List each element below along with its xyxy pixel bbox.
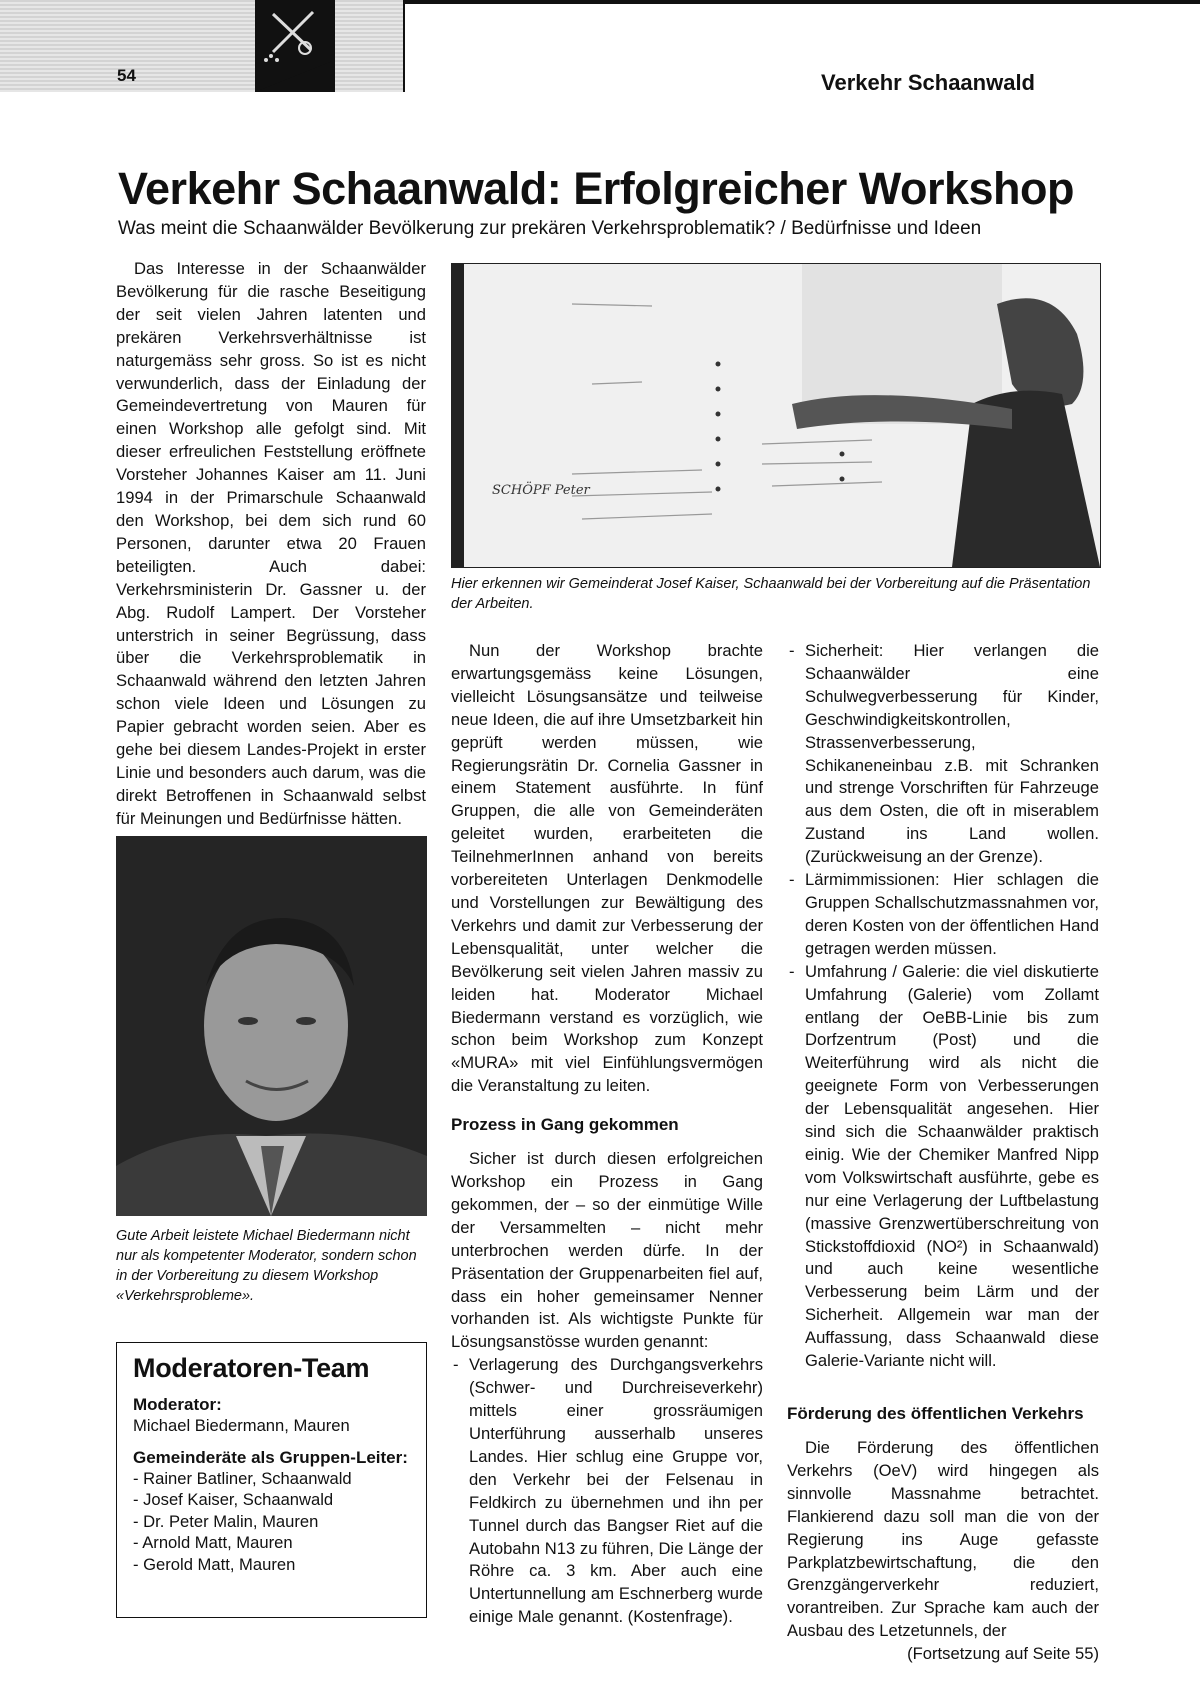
box-title: Moderatoren-Team [133,1353,370,1383]
list-item: - Lärmimmissionen: Hier schlagen die Gruppen Schallschutzmassnahmen vor, deren Kosten von der öffentlichen Hand getragen werden müssen. [787,869,1099,961]
page-number: 54 [117,66,136,85]
subheading-prozess: Prozess in Gang gekommen [451,1115,679,1135]
article-title: Verkehr Schaanwald: Erfolgreicher Workshop [118,163,1074,214]
list-item: - Sicherheit: Hier verlangen die Schaanwälder eine Schulwegverbesserung für Kinder, Geschwindigkeitskontrollen, Strassenverbesserung, Schikaneneinbau z.B. mit Schranken und strenge Vorschriften für Fahrzeuge aus dem Osten, die oft in miserablem Zustand ins Land wollen. (Zurückweisung an der Grenze). [787,640,1099,869]
header-stripe [15,0,81,92]
list-item: - Umfahrung / Galerie: die viel diskutierte Umfahrung (Galerie) vom Zollamt entlang der OeBB-Linie bis zum Dorfzentrum (Post) und die Weiterführung wird als nicht die geeignete Form von Verbesserungen der Lebensqualität angesehen. Hier sind sich die Schaanwälder praktisch einig. Wie der Chemiker Manfred Nipp vom Volkswirtschaft ausführte, gebe es nur eine Verlagerung der Luftbelastung (massive Grenzwertüberschreitung von Stickstoffdioxid (NO²) in Schaanwald) und auch keine wesentliche Verbesserung beim Lärm und der Sicherheit. Allgemein war man der Auffassung, dass Schaanwald diese Galerie-Variante nicht will. [787,961,1099,1373]
leader-item: - Rainer Batliner, Schaanwald [133,1468,352,1488]
workshop-photo [451,263,1101,568]
list-item: - Verlagerung des Durchgangsverkehrs (Schwer- und Durchreiseverkehr) mittels einer grossräumigen Unterführung ausserhalb unseres Landes. Hier schlug eine Gruppe vor, den Verkehr bei der Felsenau in Feldkirch zu übernehmen und ihn per Tunnel durch das Bangser Riet auf die Autobahn N13 zu führen, Die Länge der Röhre ca. 3 km. Aber auch eine Untertunnellung am Eschnerberg wurde einige Male genannt. (Kostenfrage). [451,1354,763,1629]
moderator-name: Michael Biedermann, Mauren [133,1416,350,1435]
header-stripe [335,0,405,92]
workshop-photo-caption: Hier erkennen wir Gemeinderat Josef Kaiser, Schaanwald bei der Vorbereitung auf die Präsentation der Arbeiten. [451,576,1091,612]
leader-item: - Josef Kaiser, Schaanwald [133,1490,334,1509]
article-subtitle: Was meint die Schaanwälder Bevölkerung zur prekären Verkehrsproblematik? / Bedürfnisse und Ideen [118,218,982,239]
moderator-team-box [116,1342,427,1618]
leaders-label: Gemeinderäte als Gruppen-Leiter: [133,1447,408,1467]
continuation-note: (Fortsetzung auf Seite 55) [907,1644,1099,1664]
column-1 [116,258,426,831]
column-2 [451,640,763,1629]
leader-item: - Gerold Matt, Mauren [133,1554,296,1574]
intro-paragraph: Das Interesse in der Schaanwälder Bevölkerung für die rasche Beseitigung der seit vielen Jahren latenten und prekären Verkehrsverhältnisse ist naturgemäss sehr gross. So ist es nicht verwunderlich, dass der Einladung der Gemeindevertretung von Mauren für einen Workshop alle gefolgt sind. Mit dieser erfreulichen Feststellung eröffnete Vorsteher Johannes Kaiser am 11. Juni 1994 in der Primarschule Schaanwald den Workshop, bei dem sich rund 60 Personen, darunter etwa 20 Frauen beteiligten. Auch dabei: Verkehrsministerin Dr. Gassner u. der Abg. Rudolf Lampert. Der Vorsteher unterstrich in seiner Begrüssung, dass über die Verkehrsproblematik in Schaanwald während den letzten Jahren schon viele Ideen und Lösungen zu Papier gebracht worden seien. Aber es gehe bei diesem Landes-Projekt in erster Linie und besonders auch darum, was die direkt Betroffenen in Schaanwald selbst für Meinungen und Bedürfnisse hätten. [116,259,426,828]
bullet-list [451,1354,763,1629]
leader-item: - Dr. Peter Malin, Mauren [133,1511,319,1531]
moderator-label: Moderator: [133,1395,222,1414]
moderator-portrait [116,836,427,1216]
section-title: Verkehr Schaanwald [821,70,1035,95]
subheading-oev: Förderung des öffentlichen Verkehrs [787,1404,1084,1423]
paragraph: Nun der Workshop brachte erwartungsgemäss keine Lösungen, vielleicht Lösungsansätze und teilweise neue Ideen, die auf ihre Umsetzbarkeit hin geprüft werden müssen, wie Regierungsrätin Dr. Cornelia Gassner in einem Statement ausführte. In fünf Gruppen, die alle von Gemeinderäten geleitet wurden, erarbeiteten die TeilnehmerInnen anhand von bereits vorbereiteten Unterlagen Denkmodelle und Vorstellungen zur Bewältigung des Verkehrs und damit zur Verbesserung der Lebensqualität, unter welcher die Bevölkerung seit vielen Jahren massiv zu leiden hat. Moderator Michael Biedermann verstand es vorzüglich, wie schon beim Workshop zum Konzept «MURA» mit viel Einfühlungsvermögen die Veranstaltung zu leiten. [451,641,763,1096]
column-3 [787,640,1099,1666]
bullet-list [787,640,1099,1373]
coat-of-arms-emblem [255,0,335,92]
portrait-caption: Gute Arbeit leistete Michael Biedermann nicht nur als kompetenter Moderator, sondern schon in der Vorbereitung zu diesem Workshop «Verkehrsprobleme». [116,1228,417,1304]
leader-item: - Arnold Matt, Mauren [133,1533,293,1552]
paragraph: Sicher ist durch diesen erfolgreichen Workshop ein Prozess in Gang gekommen, der – so der einmütige Wille der Versammelten – nicht mehr unterbrochen werden dürfe. In der Präsentation der Gruppenarbeiten fiel auf, dass ein hoher gemeinsamer Nenner vorhanden ist. Als wichtigste Punkte für Lösungsanstösse wurden genannt: [451,1149,763,1352]
header-stripe [165,0,257,92]
paragraph: Die Förderung des öffentlichen Verkehrs (OeV) wird hingegen als sinnvolle Massnahme betrachtet. Flankierend dazu soll man die von der Regierung ins Auge gefasste Parkplatzbewirtschaftung, die den Grenzgängerverkehr reduziert, vorantreiben. Zur Sprache kam auch der Ausbau des Letzetunnels, der [787,1438,1099,1641]
board-handwriting: SCHÖPF Peter [492,483,590,498]
